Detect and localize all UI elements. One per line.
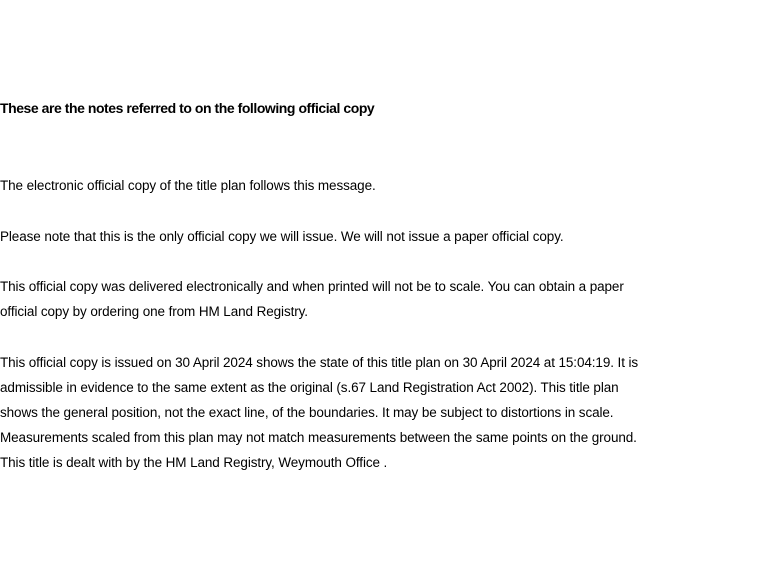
- paragraph-line: This official copy is issued on 30 April 2024 shows the state of this title plan on 30 April 2024 at 15:04:19. It is: [0, 355, 639, 370]
- paragraph-line: Please note that this is the only official copy we will issue. We will not issue a paper official copy.: [0, 229, 564, 244]
- paragraph-line: admissible in evidence to the same extent as the original (s.67 Land Registration Act 2002). This title plan: [0, 380, 619, 395]
- issue-details-paragraph: [0, 350, 768, 475]
- electronic-delivery-paragraph: [0, 274, 768, 324]
- paragraph-line: official copy by ordering one from HM Land Registry.: [0, 304, 308, 319]
- title-plan-follows-paragraph: [0, 173, 768, 198]
- paragraph-line: This title is dealt with by the HM Land Registry, Weymouth Office .: [0, 455, 388, 470]
- paragraph-line: shows the general position, not the exact line, of the boundaries. It may be subject to distortions in scale.: [0, 405, 614, 420]
- paragraph-line: This official copy was delivered electronically and when printed will not be to scale. You can obtain a paper: [0, 279, 624, 294]
- only-official-copy-paragraph: [0, 224, 768, 249]
- notes-heading: These are the notes referred to on the following official copy: [0, 100, 375, 116]
- paragraph-line: Measurements scaled from this plan may not match measurements between the same points on the ground.: [0, 430, 637, 445]
- paragraph-line: The electronic official copy of the title plan follows this message.: [0, 178, 376, 193]
